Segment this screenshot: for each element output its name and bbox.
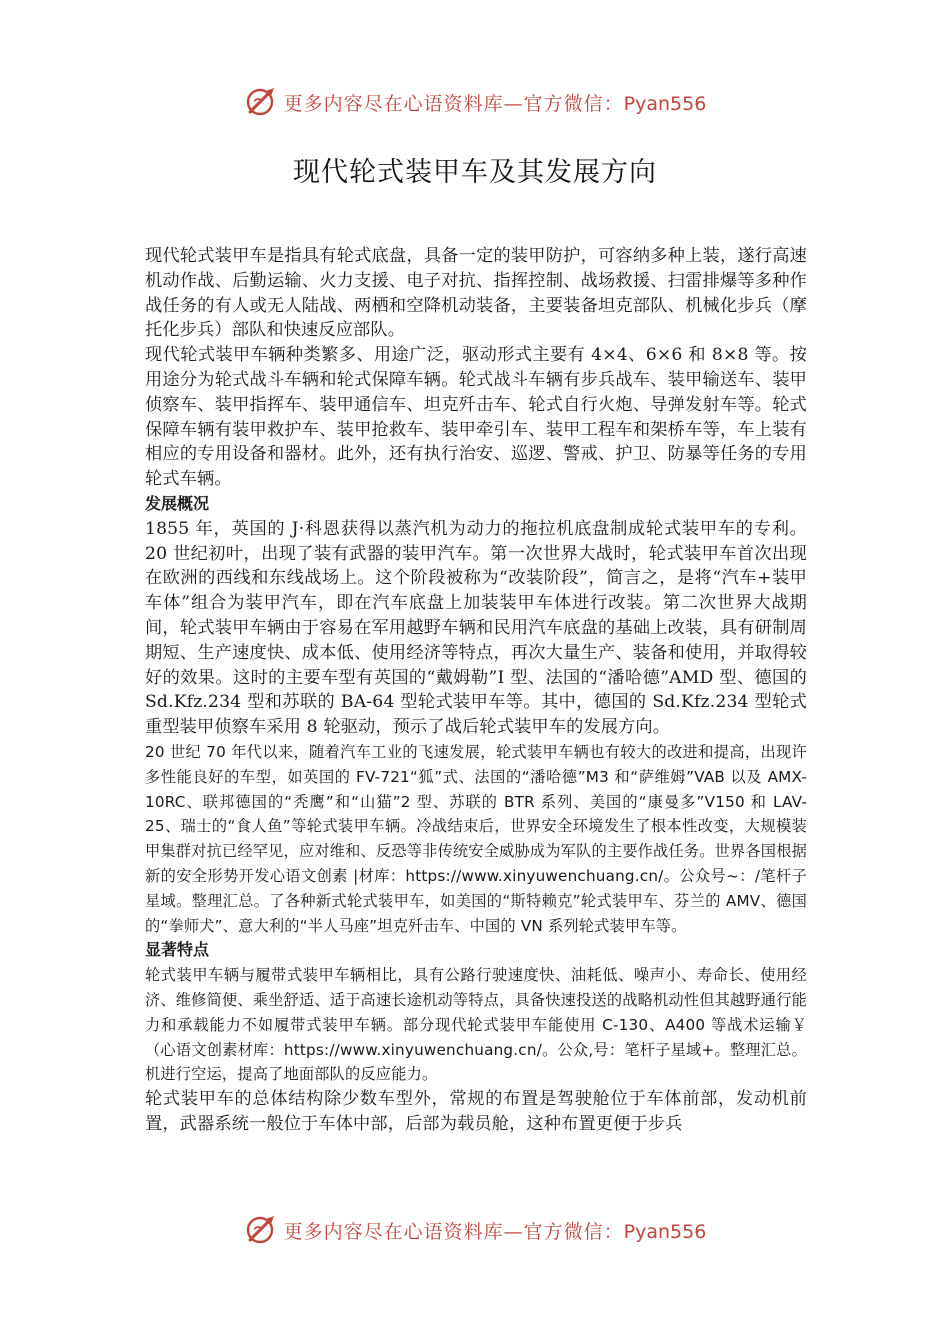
page-title: 现代轮式装甲车及其发展方向	[293, 157, 657, 188]
paragraph-types: 现代轮式装甲车辆种类繁多、用途广泛，驱动形式主要有 4×4、6×6 和 8×8 等。按用途分为轮式战斗车辆和轮式保障车辆。轮式战斗车辆有步兵战车、装甲输送车、装甲侦察车、装甲指挥车、装甲通信车、坦克歼击车、轮式自行火炮、导弹发射车等。轮式保障车辆有装甲救护车、装甲抢救车、装甲牵引车、装甲工程车和架桥车等，车上装有相应的专用设备和器材。此外，还有执行治安、巡逻、警戒、护卫、防暴等任务的专用轮式车辆。	[145, 345, 807, 490]
paragraph-structure: 轮式装甲车的总体结构除少数车型外，常规的布置是驾驶舱位于车体前部，发动机前置，武器系统一般位于车体中部，后部为载员舱，这种布置更便于步兵	[145, 1089, 807, 1134]
paragraph-modern-development: 20 世纪 70 年代以来，随着汽车工业的飞速发展，轮式装甲车辆也有较大的改进和提高，出现许多性能良好的车型，如英国的 FV-721“狐”式、法国的“潘哈德”M3 和“萨维姆”VAB 以及 AMX-10RC、联邦德国的“秃鹰”和“山猫”2 型、苏联的 BTR 系列、美国的“康曼多”V150 和 LAV-25、瑞士的“食人鱼”等轮式装甲车辆。冷战结束后，世界安全环境发生了根本性改变，大规模装甲集群对抗已经罕见，应对维和、反恐等非传统安全威胁成为军队的主要作战任务。世界各国根据新的安全形势开发心语文创素 |材库：https://www.xinyuwenchuang.cn/。公众号~：/笔杆子星域。整理汇总。了各种新式轮式装甲车，如美国的“斯特赖克”轮式装甲车、芬兰的 AMV、德国的“拳师犬”、意大利的“半人马座”坦克歼击车、中国的 VN 系列轮式装甲车等。	[145, 742, 807, 935]
paragraph-history: 1855 年，英国的 J·科恩获得以蒸汽机为动力的拖拉机底盘制成轮式装甲车的专利。20 世纪初叶，出现了装有武器的装甲汽车。第一次世界大战时，轮式装甲车首次出现在欧洲的西线和东线战场上。这个阶段被称为“改装阶段”，简言之，是将“汽车+装甲车体”组合为装甲汽车，即在汽车底盘上加装装甲车体进行改装。第二次世界大战期间，轮式装甲车辆由于容易在军用越野车辆和民用汽车底盘的基础上改装，具有研制周期短、生产速度快、成本低、使用经济等特点，再次大量生产、装备和使用，并取得较好的效果。这时的主要车型有英国的“戴姆勒”I 型、法国的“潘哈德”AMD 型、德国的 Sd.Kfz.234 型和苏联的 BA-64 型轮式装甲车等。其中，德国的 Sd.Kfz.234 型轮式重型装甲侦察车采用 8 轮驱动，预示了战后轮式装甲车的发展方向。	[145, 518, 807, 738]
article-body	[145, 244, 807, 1137]
banner-text: 更多内容尽在心语资料库—官方微信：Pyan556	[283, 92, 707, 115]
wechat-id: Pyan556	[623, 92, 707, 115]
wechat-id: Pyan556	[623, 1220, 707, 1243]
section-heading-features: 显著特点	[145, 940, 210, 960]
paragraph-features: 轮式装甲车辆与履带式装甲车辆相比，具有公路行驶速度快、油耗低、噪声小、寿命长、使用经济、维修简便、乘坐舒适、适于高速长途机动等特点，具备快速投送的战略机动性但其越野通行能力和承载能力不如履带式装甲车辆。部分现代轮式装甲车能使用 C-130、A400 等战术运输￥（心语文创素材库：https://www.xinyuwenchuang.cn/。公众,号：笔杆子星域+。整理汇总。机进行空运，提高了地面部队的反应能力。	[145, 966, 807, 1084]
brush-logo-icon	[244, 85, 278, 119]
footer-watermark-banner	[0, 1208, 950, 1252]
banner-text: 更多内容尽在心语资料库—官方微信：Pyan556	[283, 1220, 707, 1243]
header-watermark-banner	[0, 80, 950, 124]
paragraph-intro: 现代轮式装甲车是指具有轮式底盘，具备一定的装甲防护，可容纳多种上装，遂行高速机动作战、后勤运输、火力支援、电子对抗、指挥控制、战场救援、扫雷排爆等多种作战任务的有人或无人陆战、两栖和空降机动装备，主要装备坦克部队、机械化步兵（摩托化步兵）部队和快速反应部队。	[145, 246, 807, 341]
section-heading-development: 发展概况	[145, 493, 210, 513]
brush-logo-icon	[244, 1213, 278, 1247]
